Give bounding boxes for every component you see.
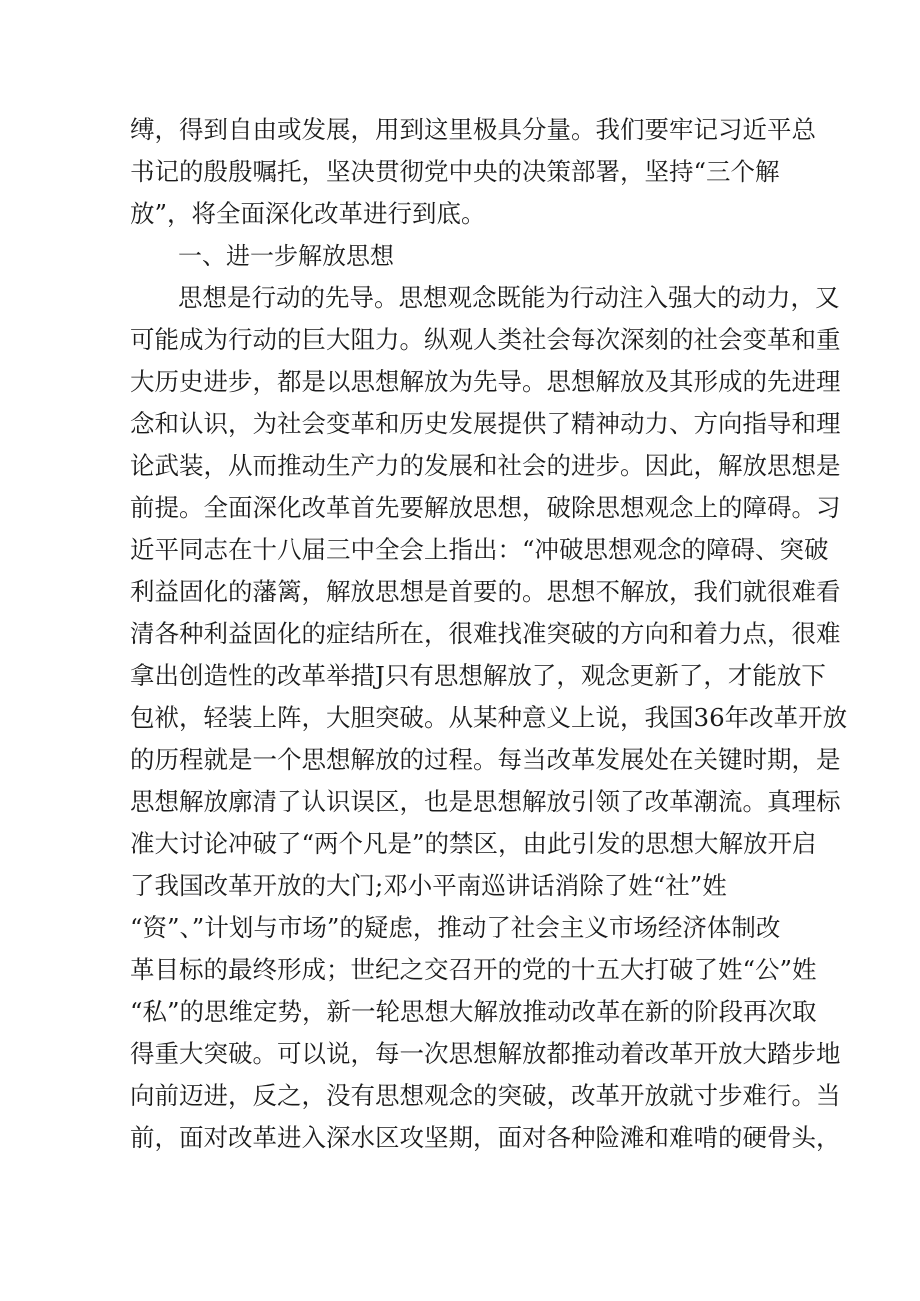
paragraph-line: 近平同志在十八届三中全会上指出：“冲破思想观念的障碍、突破: [130, 535, 829, 564]
paragraph-line: 向前迈进，反之，没有思想观念的突破，改革开放就寸步难行。当: [130, 1081, 841, 1110]
paragraph-line: 的历程就是一个思想解放的过程。每当改革发展处在关键时期，是: [130, 745, 841, 774]
paragraph-line: 准大讨论冲破了“两个凡是”的禁区，由此引发的思想大解放开启: [130, 829, 817, 858]
paragraph-line: 包袱，轻装上阵，大胆突破。从某种意义上说，我国36年改革开放: [130, 703, 848, 732]
paragraph-line: 了我国改革开放的大门;邓小平南巡讲话消除了姓“社”姓: [130, 871, 727, 900]
paragraph-line: 前，面对改革进入深水区攻坚期，面对各种险滩和难啃的硬骨头，: [130, 1123, 841, 1152]
paragraph-line: “私”的思维定势，新一轮思想大解放推动改革在新的阶段再次取: [130, 997, 817, 1026]
paragraph-line: 前提。全面深化改革首先要解放思想，破除思想观念上的障碍。习: [130, 493, 841, 522]
paragraph-line: 得重大突破。可以说，每一次思想解放都推动着改革开放大踏步地: [130, 1039, 841, 1068]
paragraph-line: “资”、”计划与市场”的疑虑，推动了社会主义市场经济体制改: [130, 913, 781, 942]
paragraph-line: 缚，得到自由或发展，用到这里极具分量。我们要牢记习近平总: [130, 115, 816, 144]
paragraph-line: 革目标的最终形成；世纪之交召开的党的十五大打破了姓“公”姓: [130, 955, 817, 984]
paragraph-line: 思想是行动的先导。思想观念既能为行动注入强大的动力，又: [178, 283, 840, 312]
paragraph-line: 论武装，从而推动生产力的发展和社会的进步。因此，解放思想是: [130, 451, 841, 480]
paragraph-line: 大历史进步，都是以思想解放为先导。思想解放及其形成的先进理: [130, 367, 841, 396]
paragraph-line: 清各种利益固化的症结所在，很难找准突破的方向和着力点，很难: [130, 619, 841, 648]
paragraph-line: 拿出创造性的改革举措J只有思想解放了，观念更新了，才能放下: [130, 661, 826, 690]
paragraph-line: 利益固化的藩篱，解放思想是首要的。思想不解放，我们就很难看: [130, 577, 841, 606]
paragraph-line: 念和认识，为社会变革和历史发展提供了精神动力、方向指导和理: [130, 409, 841, 438]
paragraph-line: 放”，将全面深化改革进行到底。: [130, 199, 486, 228]
paragraph-line: 思想解放廓清了认识误区，也是思想解放引领了改革潮流。真理标: [130, 787, 841, 816]
paragraph-line: 书记的殷殷嘱托，坚决贯彻党中央的决策部署，坚持“三个解: [130, 157, 780, 186]
paragraph-line: 可能成为行动的巨大阻力。纵观人类社会每次深刻的社会变革和重: [130, 325, 841, 354]
section-heading: 一、进一步解放思想: [178, 242, 394, 270]
